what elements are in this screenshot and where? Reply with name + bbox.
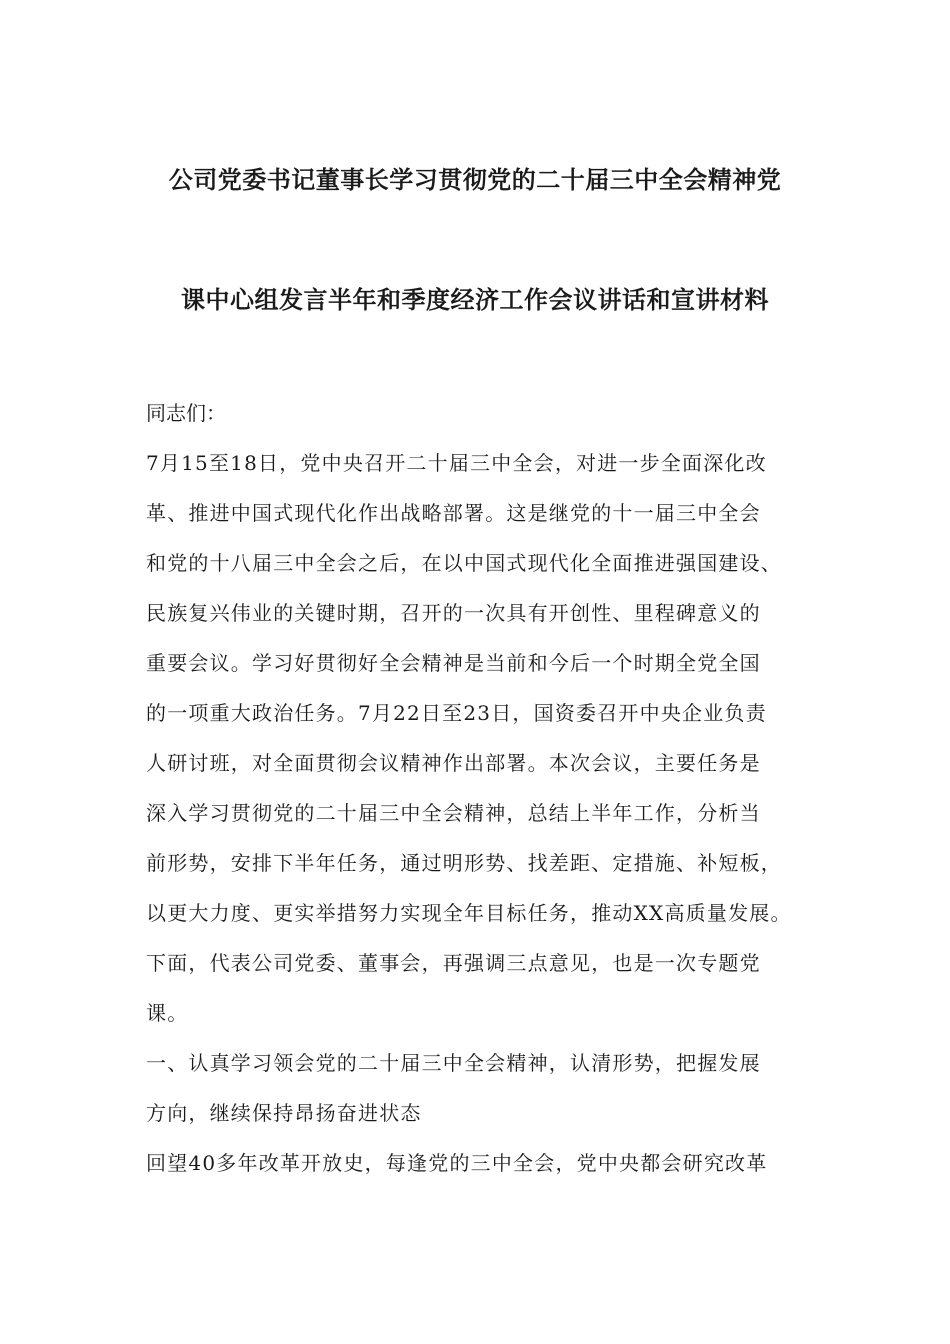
paragraph-line: 革、推进中国式现代化作出战略部署。这是继党的十一届三中全会 [146, 501, 761, 525]
paragraph-line: 7月15至18日，党中央召开二十届三中全会，对进一步全面深化改 [146, 451, 767, 475]
document-title-line-2: 课中心组发言半年和季度经济工作会议讲话和宣讲材料 [181, 285, 769, 314]
paragraph-line: 和党的十八届三中全会之后，在以中国式现代化全面推进强国建设、 [146, 551, 782, 575]
salutation: 同志们： [146, 401, 226, 425]
paragraph-line: 以更大力度、更实举措努力实现全年目标任务，推动XX高质量发展。 [146, 901, 792, 925]
paragraph-line: 民族复兴伟业的关键时期，召开的一次具有开创性、里程碑意义的 [146, 601, 761, 625]
document-title-line-1: 公司党委书记董事长学习贯彻党的二十届三中全会精神党 [168, 165, 782, 194]
section-heading-line: 一、认真学习领会党的二十届三中全会精神，认清形势，把握发展 [146, 1051, 761, 1075]
paragraph-line: 下面，代表公司党委、董事会，再强调三点意见，也是一次专题党 [146, 951, 761, 975]
section-heading-line: 方向，继续保持昂扬奋进状态 [146, 1101, 422, 1125]
paragraph-line: 的一项重大政治任务。7月22日至23日，国资委召开中央企业负责 [146, 701, 767, 725]
paragraph-line: 前形势，安排下半年任务，通过明形势、找差距、定措施、补短板， [146, 851, 782, 875]
paragraph-line: 课。 [146, 1001, 189, 1025]
paragraph-line: 人研讨班，对全面贯彻会议精神作出部署。本次会议，主要任务是 [146, 751, 761, 775]
paragraph-line: 回望40多年改革开放史，每逢党的三中全会，党中央都会研究改革 [146, 1151, 768, 1175]
paragraph-line: 重要会议。学习好贯彻好全会精神是当前和今后一个时期全党全国 [146, 651, 761, 675]
paragraph-line: 深入学习贯彻党的二十届三中全会精神，总结上半年工作，分析当 [146, 801, 761, 825]
